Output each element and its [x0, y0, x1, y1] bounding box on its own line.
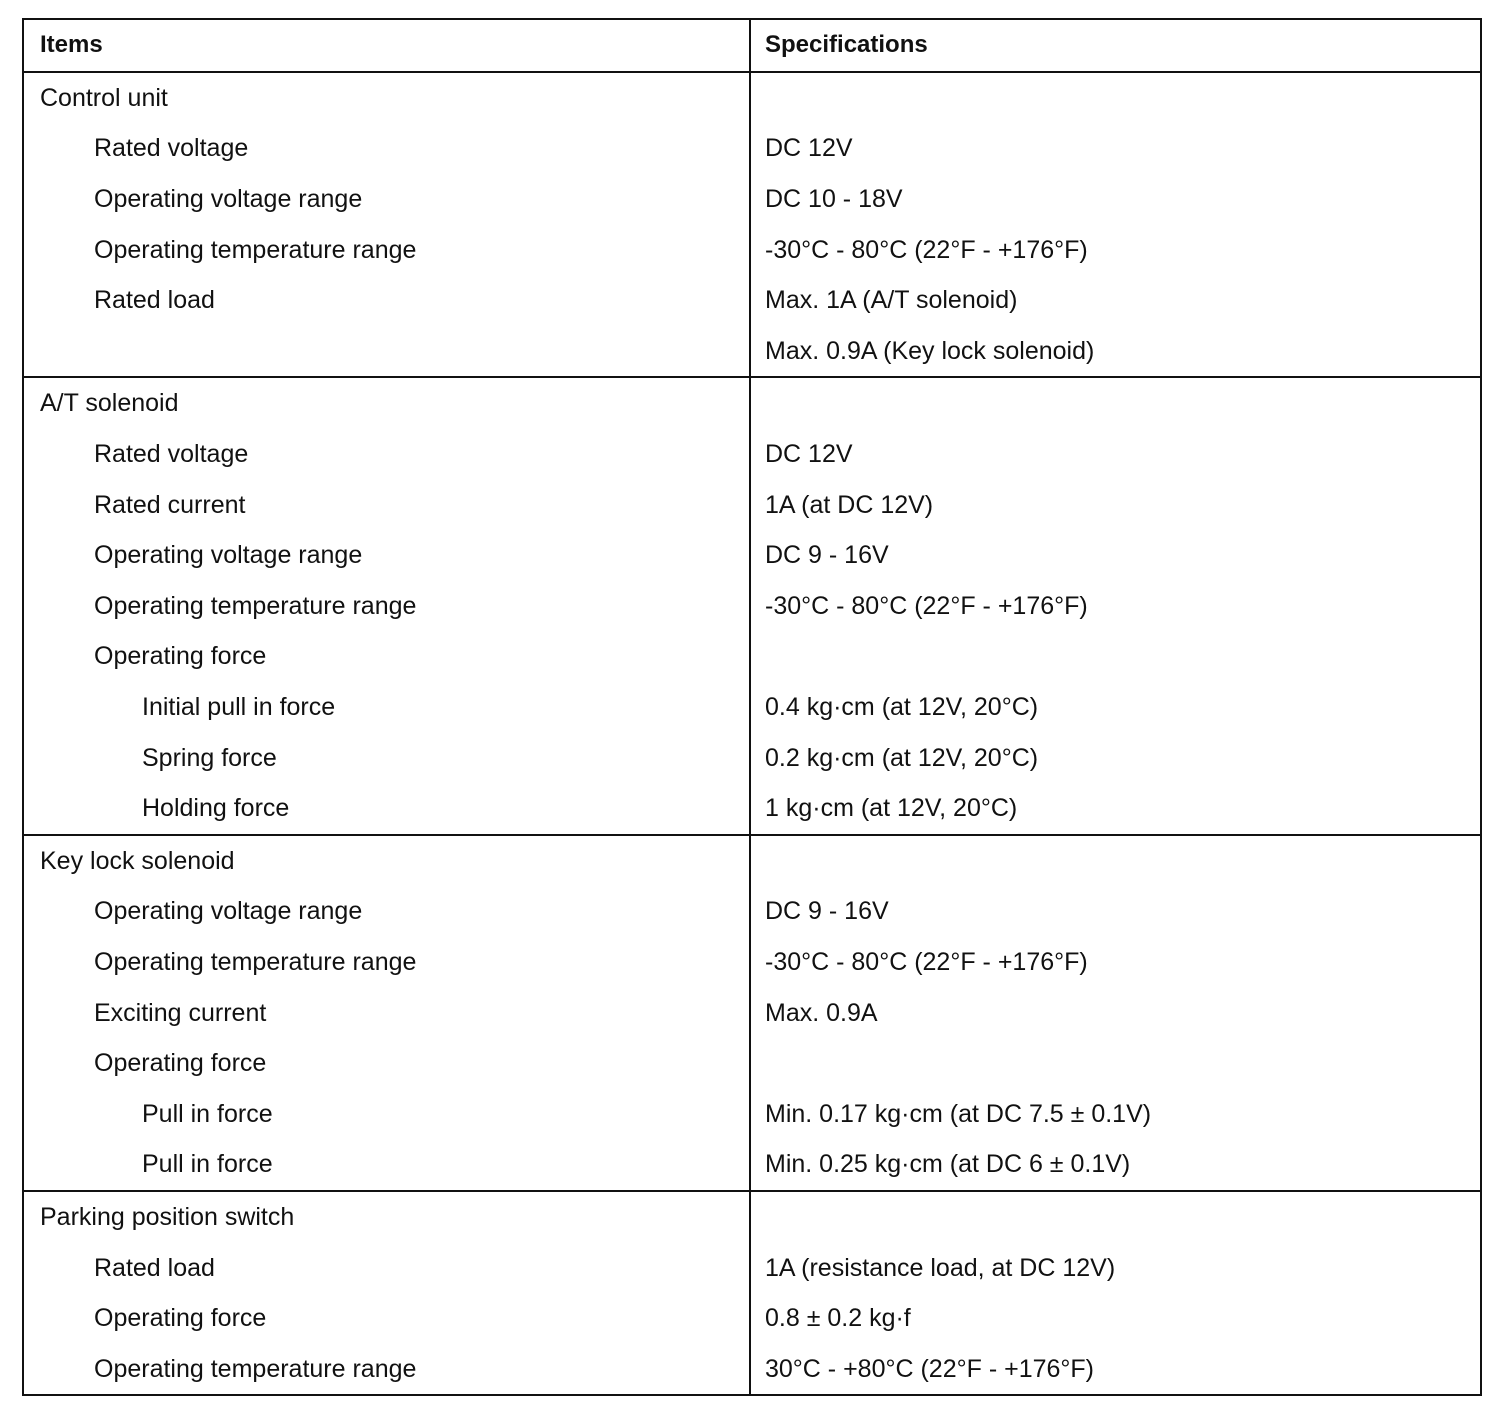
items-column-header: Items [23, 19, 750, 72]
item-cell: Operating temperature range [94, 591, 417, 620]
specifications-column-header: Specifications [750, 19, 1481, 72]
item-cell: Operating temperature range [94, 235, 417, 264]
specification-cell: 30°C - +80°C (22°F - +176°F) [750, 1343, 1481, 1395]
specification-cell [750, 377, 1481, 429]
table-row [23, 835, 1481, 887]
item-cell: Holding force [142, 794, 290, 823]
specification-cell: Min. 0.17 kg·cm (at DC 7.5 ± 0.1V) [750, 1088, 1481, 1139]
group-title-cell: Parking position switch [23, 1191, 750, 1243]
item-cell: Pull in force [142, 1099, 273, 1128]
specification-cell: 0.2 kg·cm (at 12V, 20°C) [750, 732, 1481, 783]
specification-cell: 0.4 kg·cm (at 12V, 20°C) [750, 682, 1481, 733]
item-cell: Rated voltage [94, 440, 249, 469]
item-cell: Operating voltage range [94, 897, 363, 926]
item-cell: Operating force [94, 1304, 267, 1333]
specification-cell: DC 9 - 16V [750, 530, 1481, 581]
table-row [23, 1242, 1481, 1293]
table-body [23, 72, 1481, 1395]
specification-cell: Min. 0.25 kg·cm (at DC 6 ± 0.1V) [750, 1139, 1481, 1191]
table-row [23, 732, 1481, 783]
specification-cell: DC 9 - 16V [750, 886, 1481, 937]
group-title-cell: A/T solenoid [23, 377, 750, 429]
header-row [23, 19, 1481, 72]
item-cell: Rated load [94, 1253, 215, 1282]
group-title-cell: Control unit [40, 83, 168, 112]
item-cell: Rated voltage [94, 134, 249, 163]
specification-cell [750, 835, 1481, 887]
table-row [23, 429, 1481, 480]
table-row [23, 937, 1481, 988]
specification-cell [750, 1038, 1481, 1089]
table-row [23, 123, 1481, 174]
table-row [23, 1139, 1481, 1191]
item-cell: Operating force [94, 1049, 267, 1078]
table-row [23, 682, 1481, 733]
item-cell: Exciting current [94, 998, 267, 1027]
specification-cell: -30°C - 80°C (22°F - +176°F) [750, 581, 1481, 632]
table-row [23, 1191, 1481, 1243]
specifications-table [22, 18, 1482, 1396]
table-row [23, 1293, 1481, 1344]
table-row [23, 1038, 1481, 1089]
specification-cell: DC 12V [750, 123, 1481, 174]
specification-cell: DC 10 - 18V [750, 174, 1481, 225]
item-cell: Pull in force [142, 1150, 273, 1179]
item-cell: Rated current [94, 490, 246, 519]
specification-cell [750, 1191, 1481, 1243]
item-cell [23, 326, 750, 378]
specification-cell: 0.8 ± 0.2 kg·f [750, 1293, 1481, 1344]
table-row [23, 1343, 1481, 1395]
table-row [23, 1088, 1481, 1139]
table-row [23, 377, 1481, 429]
item-cell: Rated load [94, 286, 215, 315]
table-row [23, 631, 1481, 682]
table-row [23, 987, 1481, 1038]
table-row [23, 530, 1481, 581]
table-row [23, 326, 1481, 378]
specification-cell [750, 72, 1481, 124]
table-row [23, 783, 1481, 835]
specification-cell: 1 kg·cm (at 12V, 20°C) [750, 783, 1481, 835]
specification-cell: 1A (resistance load, at DC 12V) [750, 1242, 1481, 1293]
table-row [23, 174, 1481, 225]
specification-cell: Max. 1A (A/T solenoid) [750, 275, 1481, 326]
table-row [23, 886, 1481, 937]
specification-cell: -30°C - 80°C (22°F - +176°F) [750, 937, 1481, 988]
table-row [23, 72, 1481, 124]
specification-cell: -30°C - 80°C (22°F - +176°F) [750, 224, 1481, 275]
specification-cell: 1A (at DC 12V) [750, 479, 1481, 530]
specification-cell: Max. 0.9A (Key lock solenoid) [750, 326, 1481, 378]
table-row [23, 275, 1481, 326]
specification-cell [750, 631, 1481, 682]
table-row [23, 224, 1481, 275]
specification-cell: DC 12V [750, 429, 1481, 480]
specification-cell: Max. 0.9A [750, 987, 1481, 1038]
item-cell: Operating voltage range [94, 541, 363, 570]
item-cell: Spring force [142, 743, 277, 772]
item-cell: Operating temperature range [94, 947, 417, 976]
table-row [23, 479, 1481, 530]
item-cell: Operating voltage range [94, 185, 363, 214]
item-cell: Operating temperature range [94, 1354, 417, 1383]
item-cell: Operating force [94, 642, 267, 671]
table-row [23, 581, 1481, 632]
item-cell: Initial pull in force [142, 693, 336, 722]
group-title-cell: Key lock solenoid [23, 835, 750, 887]
